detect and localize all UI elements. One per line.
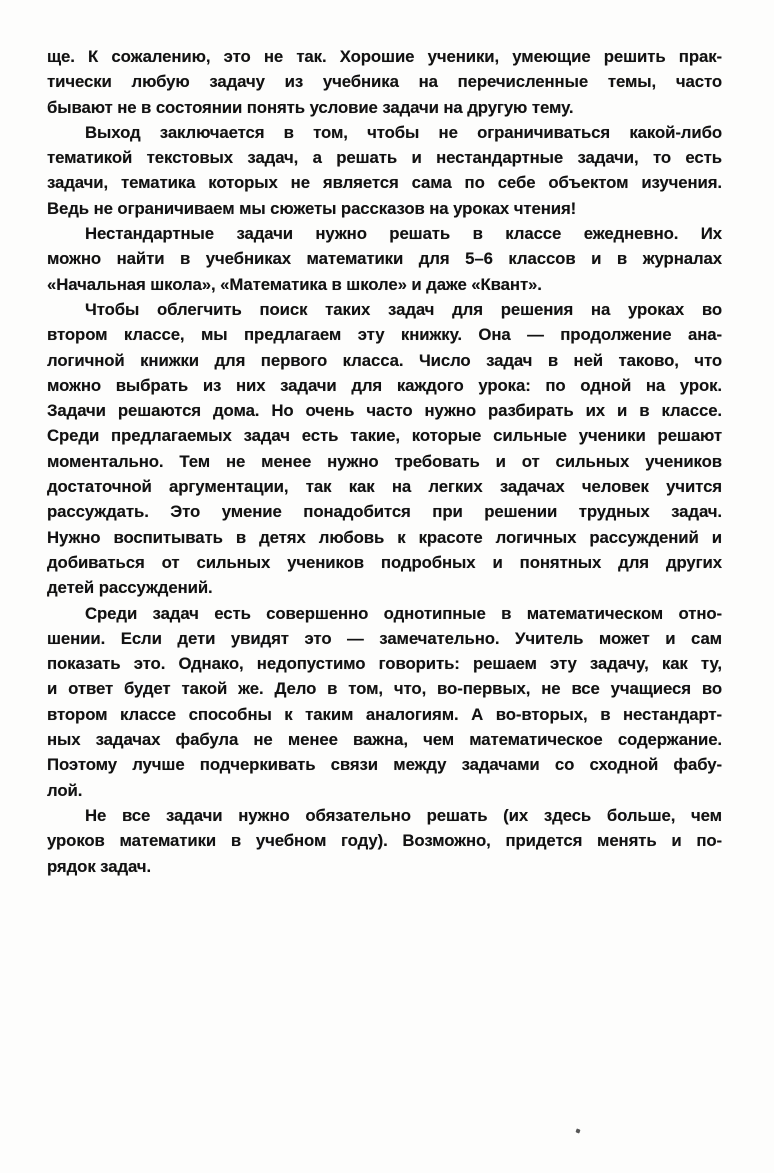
- text-line: детей рассуждений.: [47, 578, 213, 598]
- text-line: можно выбрать из них задачи для каждого урока: по одной на урок.: [47, 375, 722, 395]
- text-line: Нужно воспитывать в детях любовь к красоте логичных рассуждений и: [47, 527, 722, 547]
- text-line: показать это. Однако, недопустимо говорить: решаем эту задачу, как ту,: [47, 654, 722, 674]
- text-block: [47, 44, 722, 879]
- paragraph: [47, 601, 722, 803]
- paragraph: [47, 221, 722, 297]
- text-line: Среди предлагаемых задач есть такие, которые сильные ученики решают: [47, 426, 722, 446]
- text-line: втором классе, мы предлагаем эту книжку. Она — продолжение ана-: [47, 325, 722, 345]
- paragraph: [47, 297, 722, 601]
- text-line: рассуждать. Это умение понадобится при решении трудных задач.: [47, 502, 722, 522]
- text-line: втором классе способны к таким аналогиям. А во-вторых, в нестандарт-: [47, 704, 722, 724]
- text-line: Выход заключается в том, чтобы не ограничиваться какой-либо: [85, 122, 722, 142]
- scan-speck-artifact: [575, 1128, 580, 1133]
- text-line: Среди задач есть совершенно однотипные в математическом отно-: [85, 603, 722, 623]
- text-line: Не все задачи нужно обязательно решать (их здесь больше, чем: [85, 805, 722, 825]
- text-line: тически любую задачу из учебника на перечисленные темы, часто: [47, 72, 722, 92]
- text-line: тематикой текстовых задач, а решать и нестандартные задачи, то есть: [47, 148, 722, 168]
- text-line: логичной книжки для первого класса. Число задач в ней таково, что: [47, 350, 722, 370]
- text-line: бывают не в состоянии понять условие задачи на другую тему.: [47, 97, 574, 117]
- text-line: моментально. Тем не менее нужно требовать и от сильных учеников: [47, 451, 722, 471]
- text-line: Задачи решаются дома. Но очень часто нужно разбирать их и в классе.: [47, 401, 722, 421]
- text-line: добиваться от сильных учеников подробных и понятных для других: [47, 552, 722, 572]
- text-line: Чтобы облегчить поиск таких задач для решения на уроках во: [85, 299, 722, 319]
- text-line: рядок задач.: [47, 856, 152, 876]
- text-line: Поэтому лучше подчеркивать связи между задачами со сходной фабу-: [47, 755, 722, 775]
- text-line: достаточной аргументации, так как на легких задачах человек учится: [47, 477, 722, 497]
- text-line: можно найти в учебниках математики для 5–6 классов и в журналах: [47, 249, 722, 269]
- paragraph: [47, 120, 722, 221]
- text-line: ще. К сожалению, это не так. Хорошие ученики, умеющие решить прак-: [47, 47, 722, 66]
- text-line: уроков математики в учебном году). Возможно, придется менять и по-: [47, 831, 722, 851]
- paragraph: [47, 803, 722, 879]
- text-line: «Начальная школа», «Математика в школе» и даже «Квант».: [47, 274, 542, 294]
- text-line: задачи, тематика которых не является сама по себе объектом изучения.: [47, 173, 722, 193]
- text-line: и ответ будет такой же. Дело в том, что, во-первых, не все учащиеся во: [47, 679, 722, 699]
- text-line: шении. Если дети увидят это — замечательно. Учитель может и сам: [47, 628, 722, 648]
- text-line: Нестандартные задачи нужно решать в классе ежедневно. Их: [85, 224, 722, 244]
- text-line: лой.: [47, 780, 83, 800]
- text-line: Ведь не ограничиваем мы сюжеты рассказов на уроках чтения!: [47, 198, 577, 218]
- paragraph: [47, 44, 722, 120]
- text-line: ных задачах фабула не менее важна, чем математическое содержание.: [47, 730, 722, 750]
